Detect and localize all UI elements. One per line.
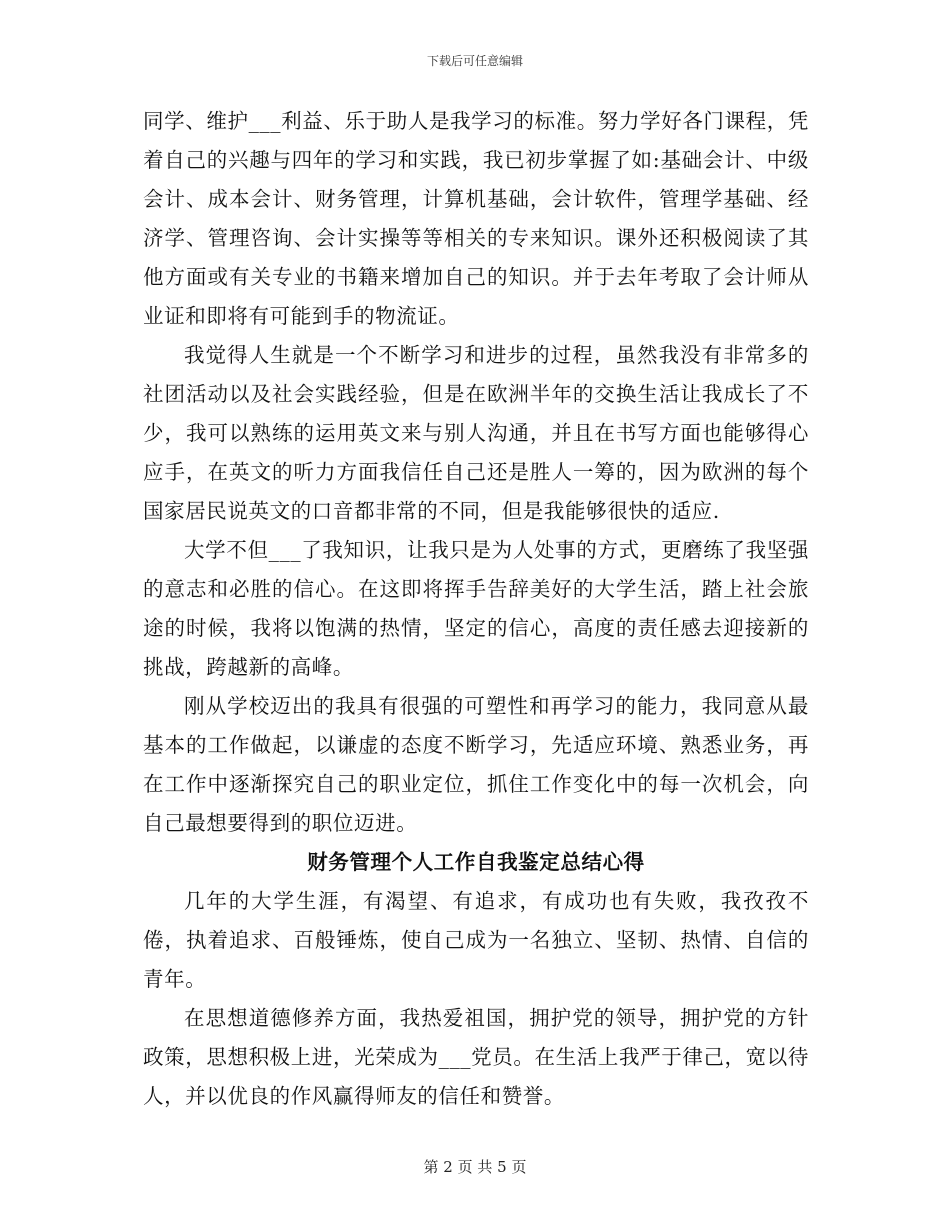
paragraph-continuation: 同学、维护___利益、乐于助人是我学习的标准。努力学好各门课程，凭着自己的兴趣与四年的学习和实践，我已初步掌握了如:基础会计、中级会计、成本会计、财务管理，计算机基础，会计软件，管理学基础、经济学、管理咨询、会计实操等等相关的专来知识。课外还积极阅读了其他方面或有关专业的书籍来增加自己的知识。并于去年考取了会计师从业证和即将有可能到手的物流证。 (143, 109, 809, 328)
document-body (143, 102, 809, 1116)
paragraph-moral-cultivation: 在思想道德修养方面，我热爱祖国，拥护党的领导，拥护党的方针政策，思想积极上进，光荣成为___党员。在生活上我严于律己，宽以待人，并以优良的作风赢得师友的信任和赞誉。 (143, 1006, 809, 1108)
paragraph-learning-progress: 我觉得人生就是一个不断学习和进步的过程，虽然我没有非常多的社团活动以及社会实践经验，但是在欧洲半年的交换生活让我成长了不少，我可以熟练的运用英文来与别人沟通，并且在书写方面也能够得心应手，在英文的听力方面我信任自己还是胜人一筹的，因为欧洲的每个国家居民说英文的口音都非常的不同，但是我能够很快的适应. (143, 343, 809, 523)
paragraph-university-gains: 大学不但___了我知识，让我只是为人处事的方式，更磨练了我坚强的意志和必胜的信心。在这即将挥手告辞美好的大学生活，踏上社会旅途的时候，我将以饱满的热情，坚定的信心，高度的责任感去迎接新的挑战，跨越新的高峰。 (143, 538, 809, 679)
page-header: 下载后可任意编辑 (426, 54, 523, 68)
paragraph-career-plan: 刚从学校迈出的我具有很强的可塑性和再学习的能力，我同意从最基本的工作做起，以谦虚的态度不断学习，先适应环境、熟悉业务，再在工作中逐渐探究自己的职业定位，抓住工作变化中的每一次机会，向自己最想要得到的职位迈进。 (143, 694, 809, 835)
section-title: 财务管理个人工作自我鉴定总结心得 (307, 850, 645, 874)
paragraph-college-years: 几年的大学生涯，有渴望、有追求，有成功也有失败，我孜孜不倦，执着追求、百般锤炼，使自己成为一名独立、坚韧、热情、自信的青年。 (143, 889, 809, 991)
page-number: 第 2 页 共 5 页 (423, 1158, 527, 1176)
